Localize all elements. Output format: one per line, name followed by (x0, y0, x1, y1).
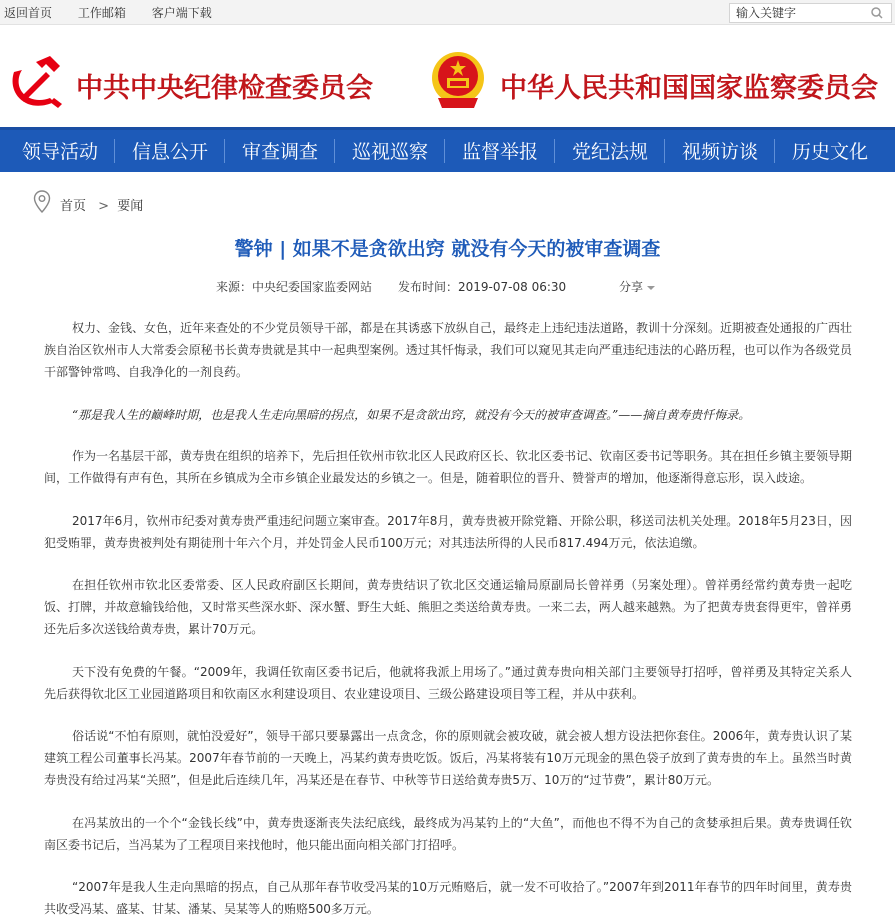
nav-divider (774, 139, 775, 163)
article-paragraph: “2007年是我人生走向黑暗的拐点，自己从那年春节收受冯某的10万元贿赂后，就一发不可收拾了。”2007年到2011年春节的四年时间里，黄寿贵共收受冯某、盛某、甘某、潘某、吴某等人的贿赂500多万元。 (44, 880, 852, 916)
ccdi-title[interactable]: 中共中央纪律检查委员会 (76, 73, 373, 104)
search-icon[interactable] (867, 6, 887, 20)
article-paragraph: 在冯某放出的一个个“金钱长线”中，黄寿贵逐渐丧失法纪底线，最终成为冯某钓上的“大鱼”，而他也不得不为自己的贪婪承担后果。黄寿贵调任钦南区委书记后，当冯某为了工程项目来找他时，他只能出面向相关部门打招呼。 (44, 816, 852, 852)
top-links (4, 4, 234, 21)
article-source: 来源：中央纪委国家监委网站 (216, 280, 373, 294)
nav-divider (114, 139, 115, 163)
client-download-link[interactable]: 客户端下载 (151, 6, 212, 20)
nav-item-video[interactable]: 视频访谈 (682, 141, 759, 163)
article-paragraph: 权力、金钱、女色，近年来查处的不少党员领导干部，都是在其诱惑下放纵自己，最终走上违纪违法道路，教训十分深刻。近期被查处通报的广西壮族自治区钦州市人大常委会原秘书长黄寿贵就是其中一起典型案例。透过其忏悔录，我们可以窥见其走向严重违纪违法的心路历程，也可以作为各级党员干部警钟常鸣、自我净化的一剂良药。 (44, 321, 853, 379)
article-time: 发布时间：2019-07-08 06:30 (398, 280, 567, 294)
nav-item-report[interactable]: 监督举报 (462, 141, 539, 163)
main-nav (0, 127, 895, 172)
caret-down-icon (647, 286, 655, 290)
share-label: 分享 (619, 280, 644, 294)
article-quote: “那是我人生的巅峰时期，也是我人生走向黑暗的拐点，如果不是贪欲出窍，就没有今天的被审查调查。”——摘自黄寿贵忏悔录。 (72, 408, 751, 422)
share-button[interactable] (619, 278, 655, 295)
breadcrumb (60, 195, 143, 214)
breadcrumb-separator: > (98, 199, 110, 214)
nav-item-info-disclosure[interactable]: 信息公开 (132, 141, 209, 163)
nsc-title[interactable]: 中华人民共和国国家监察委员会 (500, 73, 878, 104)
nav-divider (554, 139, 555, 163)
article-paragraph: 作为一名基层干部，黄寿贵在组织的培养下，先后担任钦州市钦北区人民政府区长、钦北区委书记、钦南区委书记等职务。其在担任乡镇主要领导期间，工作做得有声有色，其所在乡镇成为全市乡镇企业最发达的乡镇之一。但是，随着职位的晋升、赞誉声的增加，他逐渐得意忘形，误入歧途。 (44, 449, 853, 485)
nav-item-leadership[interactable]: 领导活动 (22, 141, 99, 163)
article-paragraph: 俗话说“不怕有原则，就怕没爱好”，领导干部只要暴露出一点贪念，你的原则就会被攻破，就会被人想方设法把你套住。2006年，黄寿贵认识了某建筑工程公司董事长冯某。2007年春节前的一天晚上，冯某约黄寿贵吃饭。饭后，冯某将装有10万元现金的黑色袋子放到了黄寿贵的车上。虽然当时黄寿贵没有给过冯某“关照”，但是此后连续几年，冯某还是在春节、中秋等节日送给黄寿贵5万、10万的“过节费”，累计80万元。 (44, 729, 852, 787)
article-paragraph: 2017年6月，钦州市纪委对黄寿贵严重违纪问题立案审查。2017年8月，黄寿贵被开除党籍、开除公职，移送司法机关处理。2018年5月23日，因犯受贿罪，黄寿贵被判处有期徒刑十年六个月，并处罚金人民币100万元；对其违法所得的人民币817.494万元，依法追缴。 (44, 514, 852, 550)
article-paragraph: 天下没有免费的午餐。“2009年，我调任钦南区委书记后，他就将我派上用场了。”通过黄寿贵向相关部门主要领导打招呼，曾祥勇及其特定关系人先后获得钦北区工业园道路项目和钦南区水利建设项目、农业建设项目、三级公路建设项目等工程，并从中获利。 (44, 665, 852, 701)
home-link[interactable]: 返回首页 (4, 6, 53, 20)
nav-item-investigation[interactable]: 审查调查 (242, 141, 319, 163)
nav-item-history[interactable]: 历史文化 (792, 141, 869, 163)
article-paragraph: 在担任钦州市钦北区委常委、区人民政府副区长期间，黄寿贵结识了钦北区交通运输局原副局长曾祥勇（另案处理）。曾祥勇经常约黄寿贵一起吃饭、打牌，并故意输钱给他，又时常买些深水虾、深水蟹、野生大蚝、熊胆之类送给黄寿贵。一来二去，两人越来越熟。为了把黄寿贵套得更牢，曾祥勇还先后多次送钱给黄寿贵，累计70万元。 (44, 578, 852, 636)
nav-divider (224, 139, 225, 163)
nav-item-regulations[interactable]: 党纪法规 (572, 141, 649, 163)
breadcrumb-home[interactable]: 首页 (60, 199, 87, 214)
article-meta (216, 278, 566, 295)
breadcrumb-current[interactable]: 要闻 (117, 199, 144, 214)
nav-divider (334, 139, 335, 163)
top-bar (0, 0, 895, 25)
email-link[interactable]: 工作邮箱 (77, 6, 126, 20)
article-title: 警钟 | 如果不是贪欲出窍 就没有今天的被审查调查 (234, 238, 661, 260)
hammer-sickle-icon (6, 52, 64, 108)
nav-divider (664, 139, 665, 163)
nav-divider (444, 139, 445, 163)
location-pin-icon (33, 190, 51, 214)
nav-item-inspection[interactable]: 巡视巡察 (352, 141, 429, 163)
search-box (729, 3, 892, 23)
national-emblem-icon (430, 48, 486, 110)
search-input[interactable] (736, 5, 861, 21)
